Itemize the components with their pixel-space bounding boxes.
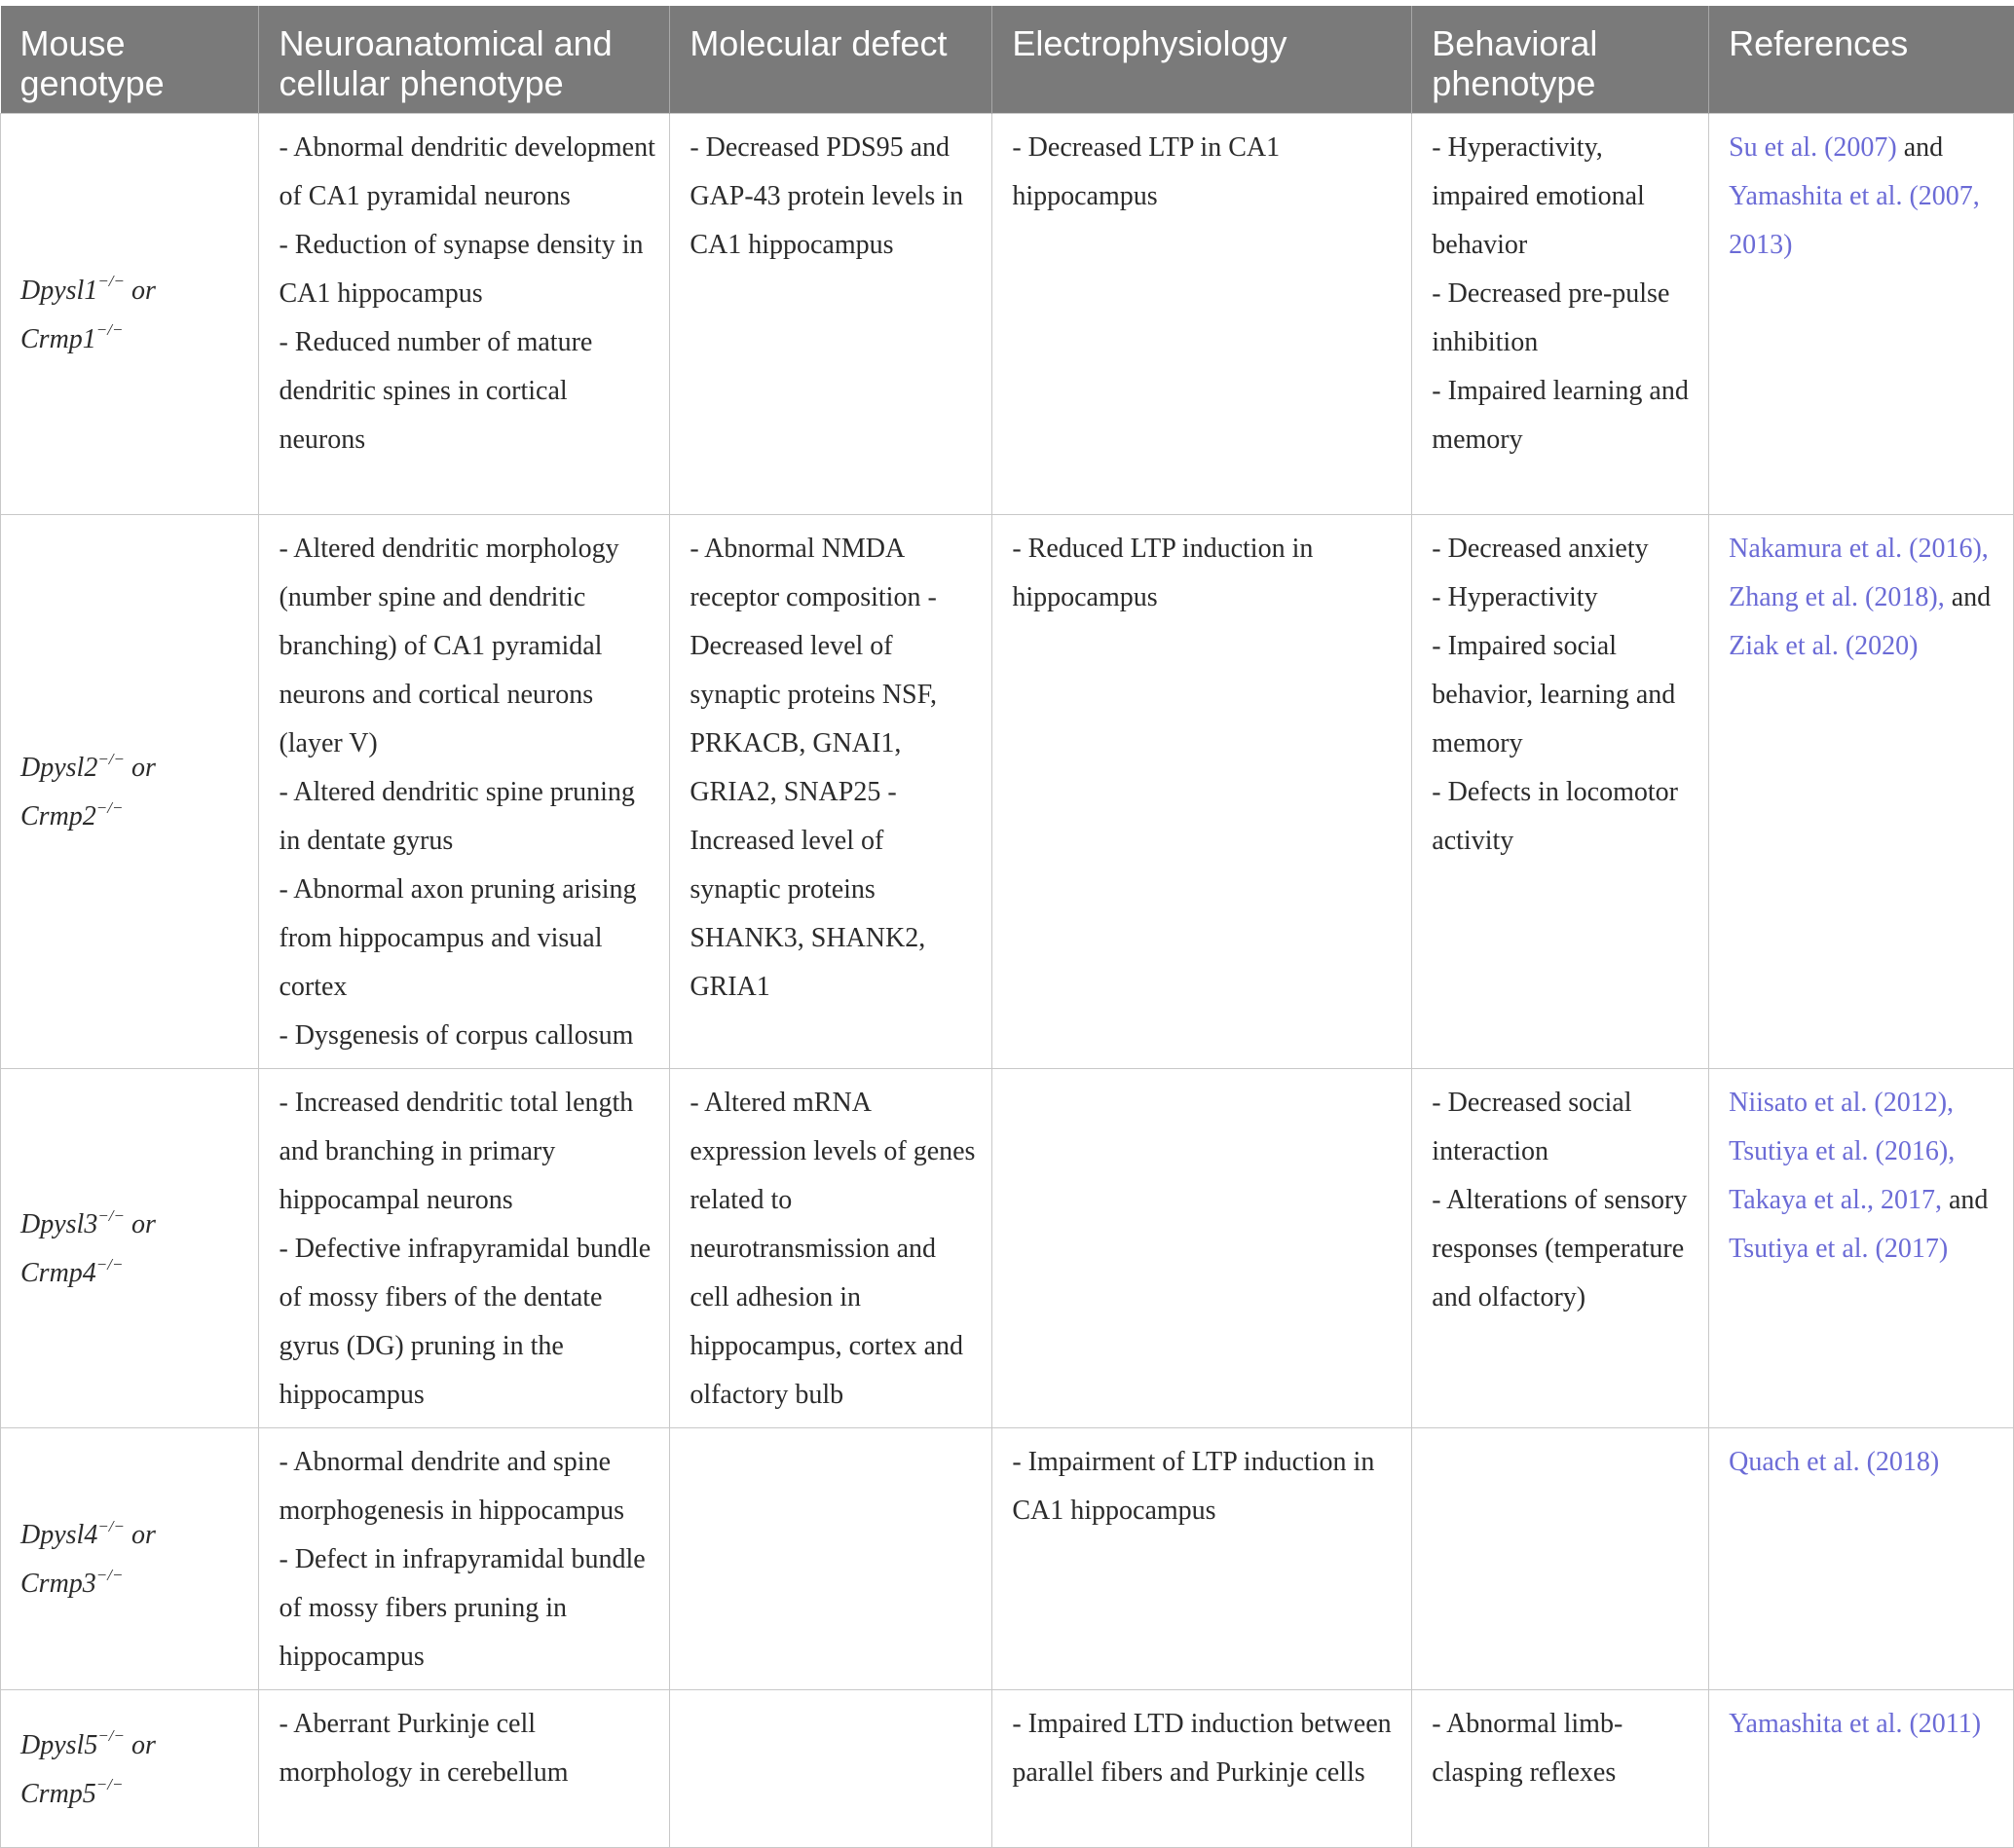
electrophysiology-cell: [992, 1690, 1412, 1848]
gene-name: Dpysl4: [20, 1520, 98, 1550]
electrophysiology-cell: [992, 1069, 1412, 1428]
genotype-superscript: −/−: [97, 272, 125, 291]
gene-alias: Crmp1: [20, 323, 96, 354]
electrophysiology-cell: [992, 114, 1412, 515]
molecular-defect-cell: [670, 1690, 992, 1848]
reference-link[interactable]: Takaya et al., 2017,: [1729, 1185, 1942, 1215]
gene-alias: Crmp4: [20, 1258, 96, 1288]
neuroanatomical-cell: [259, 1069, 670, 1428]
reference-link[interactable]: Tsutiya et al. (2017): [1729, 1234, 1949, 1264]
reference-link[interactable]: Tsutiya et al. (2016),: [1729, 1136, 1956, 1166]
genotype-line-2: [20, 1560, 244, 1608]
genotype-line-1: [20, 744, 244, 793]
reference-link[interactable]: Nakamura et al. (2016),: [1729, 534, 1989, 564]
references-cell: [1709, 1690, 2014, 1848]
genotype-cell: [1, 1069, 259, 1428]
gene-name: Dpysl3: [20, 1209, 98, 1239]
gene-alias: Crmp5: [20, 1778, 96, 1809]
phenotype-item: - Altered dendritic morphology (number spine and dendritic branching) of CA1 pyramidal neurons and cortical neurons (layer V): [279, 534, 619, 758]
molecular-defect-cell: [670, 1428, 992, 1690]
table-row: [1, 1069, 2014, 1428]
table-row: [1, 114, 2014, 515]
genotype-or: or: [125, 1209, 156, 1239]
phenotype-item: - Decreased pre-pulse inhibition: [1432, 278, 1670, 357]
references-cell: [1709, 515, 2014, 1069]
reference-link[interactable]: Quach et al. (2018): [1729, 1447, 1940, 1477]
phenotype-item: - Decreased LTP in CA1 hippocampus: [1012, 132, 1281, 211]
reference-link[interactable]: Ziak et al. (2020): [1729, 631, 1919, 661]
genotype-line-2: [20, 1249, 244, 1298]
table-row: [1, 1428, 2014, 1690]
gene-name: Dpysl1: [20, 275, 98, 306]
reference-link[interactable]: Yamashita et al. (2011): [1729, 1709, 1982, 1739]
phenotype-item: - Abnormal axon pruning arising from hippocampus and visual cortex: [279, 874, 637, 1002]
header-row: [1, 6, 2014, 114]
behavioral-phenotype-cell: [1412, 515, 1709, 1069]
phenotype-item: - Reduction of synapse density in CA1 hippocampus: [279, 230, 644, 309]
gene-alias: Crmp2: [20, 801, 96, 832]
molecular-defect-cell: [670, 1069, 992, 1428]
genotype-cell: [1, 515, 259, 1069]
header-electrophysiology: Electrophysiology: [992, 6, 1412, 114]
behavioral-phenotype-cell: [1412, 114, 1709, 515]
phenotype-item: - Abnormal dendritic development of CA1 pyramidal neurons: [279, 132, 655, 211]
behavioral-phenotype-cell: [1412, 1428, 1709, 1690]
phenotype-item: - Defects in locomotor activity: [1432, 777, 1678, 856]
molecular-defect-cell: [670, 515, 992, 1069]
genotype-superscript: −/−: [95, 797, 124, 817]
genotype-superscript: −/−: [97, 1516, 125, 1535]
phenotype-item: - Hyperactivity: [1432, 582, 1598, 612]
phenotype-item: - Abnormal dendrite and spine morphogenesis in hippocampus: [279, 1447, 625, 1526]
reference-link[interactable]: Yamashita et al. (2007, 2013): [1729, 181, 1980, 260]
genotype-line-2: [20, 1770, 244, 1819]
genotype-superscript: −/−: [95, 1775, 124, 1794]
genotype-or: or: [125, 1729, 156, 1760]
genotype-superscript: −/−: [97, 749, 125, 768]
phenotype-item: - Defective infrapyramidal bundle of mossy fibers of the dentate gyrus (DG) pruning in the hippocampus: [279, 1234, 652, 1410]
phenotype-item: - Impaired LTD induction between parallel fibers and Purkinje cells: [1012, 1709, 1392, 1788]
references-cell: [1709, 1428, 2014, 1690]
genotype-cell: [1, 1690, 259, 1848]
phenotype-item: - Altered dendritic spine pruning in dentate gyrus: [279, 777, 635, 856]
molecular-defect-cell: [670, 114, 992, 515]
phenotype-item: - Impairment of LTP induction in CA1 hippocampus: [1012, 1447, 1375, 1526]
table-row: [1, 515, 2014, 1069]
genotype-superscript: −/−: [95, 1565, 124, 1584]
phenotype-item: - Impaired learning and memory: [1432, 376, 1689, 455]
phenotype-item: - Impaired social behavior, learning and memory: [1432, 631, 1676, 758]
phenotype-item: - Reduced number of mature dendritic spines in cortical neurons: [279, 327, 593, 455]
phenotype-item: - Defect in infrapyramidal bundle of mossy fibers pruning in hippocampus: [279, 1544, 646, 1672]
phenotype-item: - Abnormal limb-clasping reflexes: [1432, 1709, 1623, 1788]
genotype-superscript: −/−: [95, 320, 124, 340]
gene-alias: Crmp3: [20, 1569, 96, 1599]
genotype-or: or: [125, 1520, 156, 1550]
genotype-or: or: [125, 753, 156, 783]
genotype-line-1: [20, 1721, 244, 1770]
gene-name: Dpysl5: [20, 1729, 98, 1760]
behavioral-phenotype-cell: [1412, 1690, 1709, 1848]
table-body: [1, 114, 2014, 1848]
phenotype-item: - Reduced LTP induction in hippocampus: [1012, 534, 1314, 612]
electrophysiology-cell: [992, 515, 1412, 1069]
genotype-superscript: −/−: [95, 1254, 124, 1274]
header-genotype: Mouse genotype: [1, 6, 259, 114]
phenotype-item: - Decreased social interaction: [1432, 1088, 1632, 1166]
genotype-cell: [1, 1428, 259, 1690]
phenotype-item: - Hyperactivity, impaired emotional behavior: [1432, 132, 1645, 260]
phenotype-item: - Dysgenesis of corpus callosum: [279, 1020, 634, 1051]
neuroanatomical-cell: [259, 515, 670, 1069]
phenotype-item: - Alterations of sensory responses (temperature and olfactory): [1432, 1185, 1688, 1312]
genotype-line-1: [20, 1511, 244, 1560]
genotype-superscript: −/−: [97, 1205, 125, 1225]
reference-separator: and: [1944, 582, 1992, 612]
header-behavioral: Behavioral phenotype: [1412, 6, 1709, 114]
gene-name: Dpysl2: [20, 753, 98, 783]
genotype-superscript: −/−: [97, 1726, 125, 1746]
genotype-line-2: [20, 793, 244, 841]
phenotype-item: - Aberrant Purkinje cell morphology in cerebellum: [279, 1709, 569, 1788]
reference-separator: and: [1896, 132, 1944, 163]
table-header: [1, 6, 2014, 114]
header-molecular: Molecular defect: [670, 6, 992, 114]
table-row: [1, 1690, 2014, 1848]
phenotype-item: - Abnormal NMDA receptor composition - Decreased level of synaptic proteins NSF, PRKACB, GNAI1, GRIA2, SNAP25 - Increased level of synaptic proteins SHANK3, SHANK2, GRIA1: [690, 534, 937, 1002]
phenotype-table: [0, 6, 2014, 1848]
genotype-line-2: [20, 315, 244, 364]
electrophysiology-cell: [992, 1428, 1412, 1690]
genotype-line-1: [20, 1201, 244, 1249]
header-neuroanatomical: Neuroanatomical and cellular phenotype: [259, 6, 670, 114]
header-references: References: [1709, 6, 2014, 114]
phenotype-item: - Decreased PDS95 and GAP-43 protein levels in CA1 hippocampus: [690, 132, 964, 260]
reference-link[interactable]: Su et al. (2007): [1729, 132, 1897, 163]
behavioral-phenotype-cell: [1412, 1069, 1709, 1428]
neuroanatomical-cell: [259, 1690, 670, 1848]
neuroanatomical-cell: [259, 1428, 670, 1690]
phenotype-item: - Increased dendritic total length and branching in primary hippocampal neurons: [279, 1088, 634, 1215]
reference-link[interactable]: Niisato et al. (2012),: [1729, 1088, 1955, 1118]
genotype-cell: [1, 114, 259, 515]
neuroanatomical-cell: [259, 114, 670, 515]
phenotype-item: - Decreased anxiety: [1432, 534, 1649, 564]
genotype-or: or: [125, 275, 156, 306]
phenotype-item: - Altered mRNA expression levels of genes related to neurotransmission and cell adhesion in hippocampus, cortex and olfactory bulb: [690, 1088, 976, 1410]
references-cell: [1709, 1069, 2014, 1428]
reference-separator: and: [1941, 1185, 1989, 1215]
references-cell: [1709, 114, 2014, 515]
reference-link[interactable]: Zhang et al. (2018),: [1729, 582, 1945, 612]
genotype-line-1: [20, 267, 244, 315]
